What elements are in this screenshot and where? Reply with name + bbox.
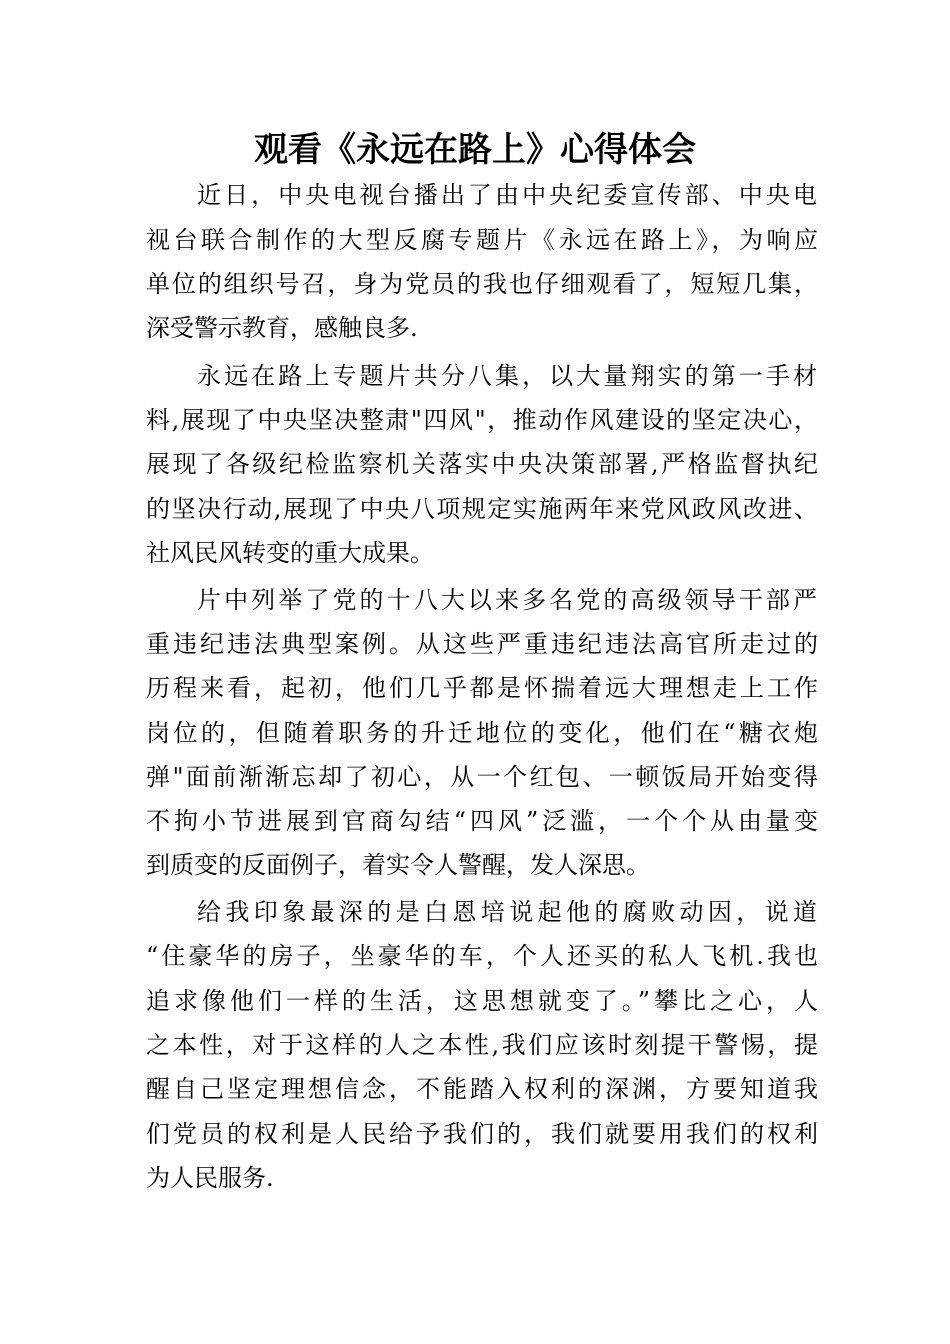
paragraph-3-line-6: 不拘小节进展到官商勾结“四风”泛滥，一个个从由量变	[146, 807, 818, 835]
paragraph-2-line-4: 的坚决行动,展现了中央八项规定实施两年来党风政风改进、	[146, 495, 818, 523]
paragraph-1-line-4: 深受警示教育，感触良多.	[146, 314, 418, 342]
paragraph-3-line-2: 重违纪违法典型案例。从这些严重违纪违法高官所走过的	[146, 630, 818, 658]
paragraph-3-line-7: 到质变的反面例子，着实令人警醒，发人深思。	[146, 851, 650, 879]
paragraph-3-line-3: 历程来看，起初，他们几乎都是怀揣着远大理想走上工作	[146, 674, 818, 702]
paragraph-4-line-4: 之本性，对于这样的人之本性,我们应该时刻提干警惕，提	[146, 1031, 818, 1059]
paragraph-4-line-5: 醒自己坚定理想信念，不能踏入权利的深渊，方要知道我	[146, 1075, 818, 1103]
document-title: 观看《永远在路上》心得体会	[254, 130, 696, 170]
paragraph-4-line-7: 为人民服务.	[146, 1164, 274, 1192]
paragraph-4-line-3: 追求像他们一样的生活，这思想就变了。”攀比之心，人	[146, 987, 818, 1015]
paragraph-1-line-2: 视台联合制作的大型反腐专题片《永远在路上》，为响应	[146, 226, 818, 254]
paragraph-2-line-3: 展现了各级纪检监察机关落实中央决策部署,严格监督执纪	[146, 450, 818, 478]
paragraph-1-line-3: 单位的组织号召，身为党员的我也仔细观看了，短短几集，	[146, 270, 818, 298]
paragraph-4-line-1: 给我印象最深的是白恩培说起他的腐败动因，说道	[197, 898, 817, 926]
paragraph-4-line-6: 们党员的权利是人民给予我们的，我们就要用我们的权利	[146, 1120, 818, 1148]
paragraph-1-line-1: 近日，中央电视台播出了由中央纪委宣传部、中央电	[197, 181, 817, 209]
paragraph-2-line-2: 料,展现了中央坚决整肃"四风"，推动作风建设的坚定决心，	[146, 406, 818, 434]
paragraph-2-line-1: 永远在路上专题片共分八集，以大量翔实的第一手材	[197, 362, 817, 390]
paragraph-2-line-5: 社风民风转变的重大成果。	[146, 539, 434, 567]
paragraph-3-line-1: 片中列举了党的十八大以来多名党的高级领导干部严	[197, 586, 817, 614]
paragraph-3-line-4: 岗位的，但随着职务的升迁地位的变化，他们在“糖衣炮	[146, 719, 818, 747]
paragraph-4-line-2: “住豪华的房子，坐豪华的车，个人还买的私人飞机.我也	[146, 942, 818, 970]
paragraph-3-line-5: 弹"面前渐渐忘却了初心，从一个红包、一顿饭局开始变得	[146, 763, 818, 791]
